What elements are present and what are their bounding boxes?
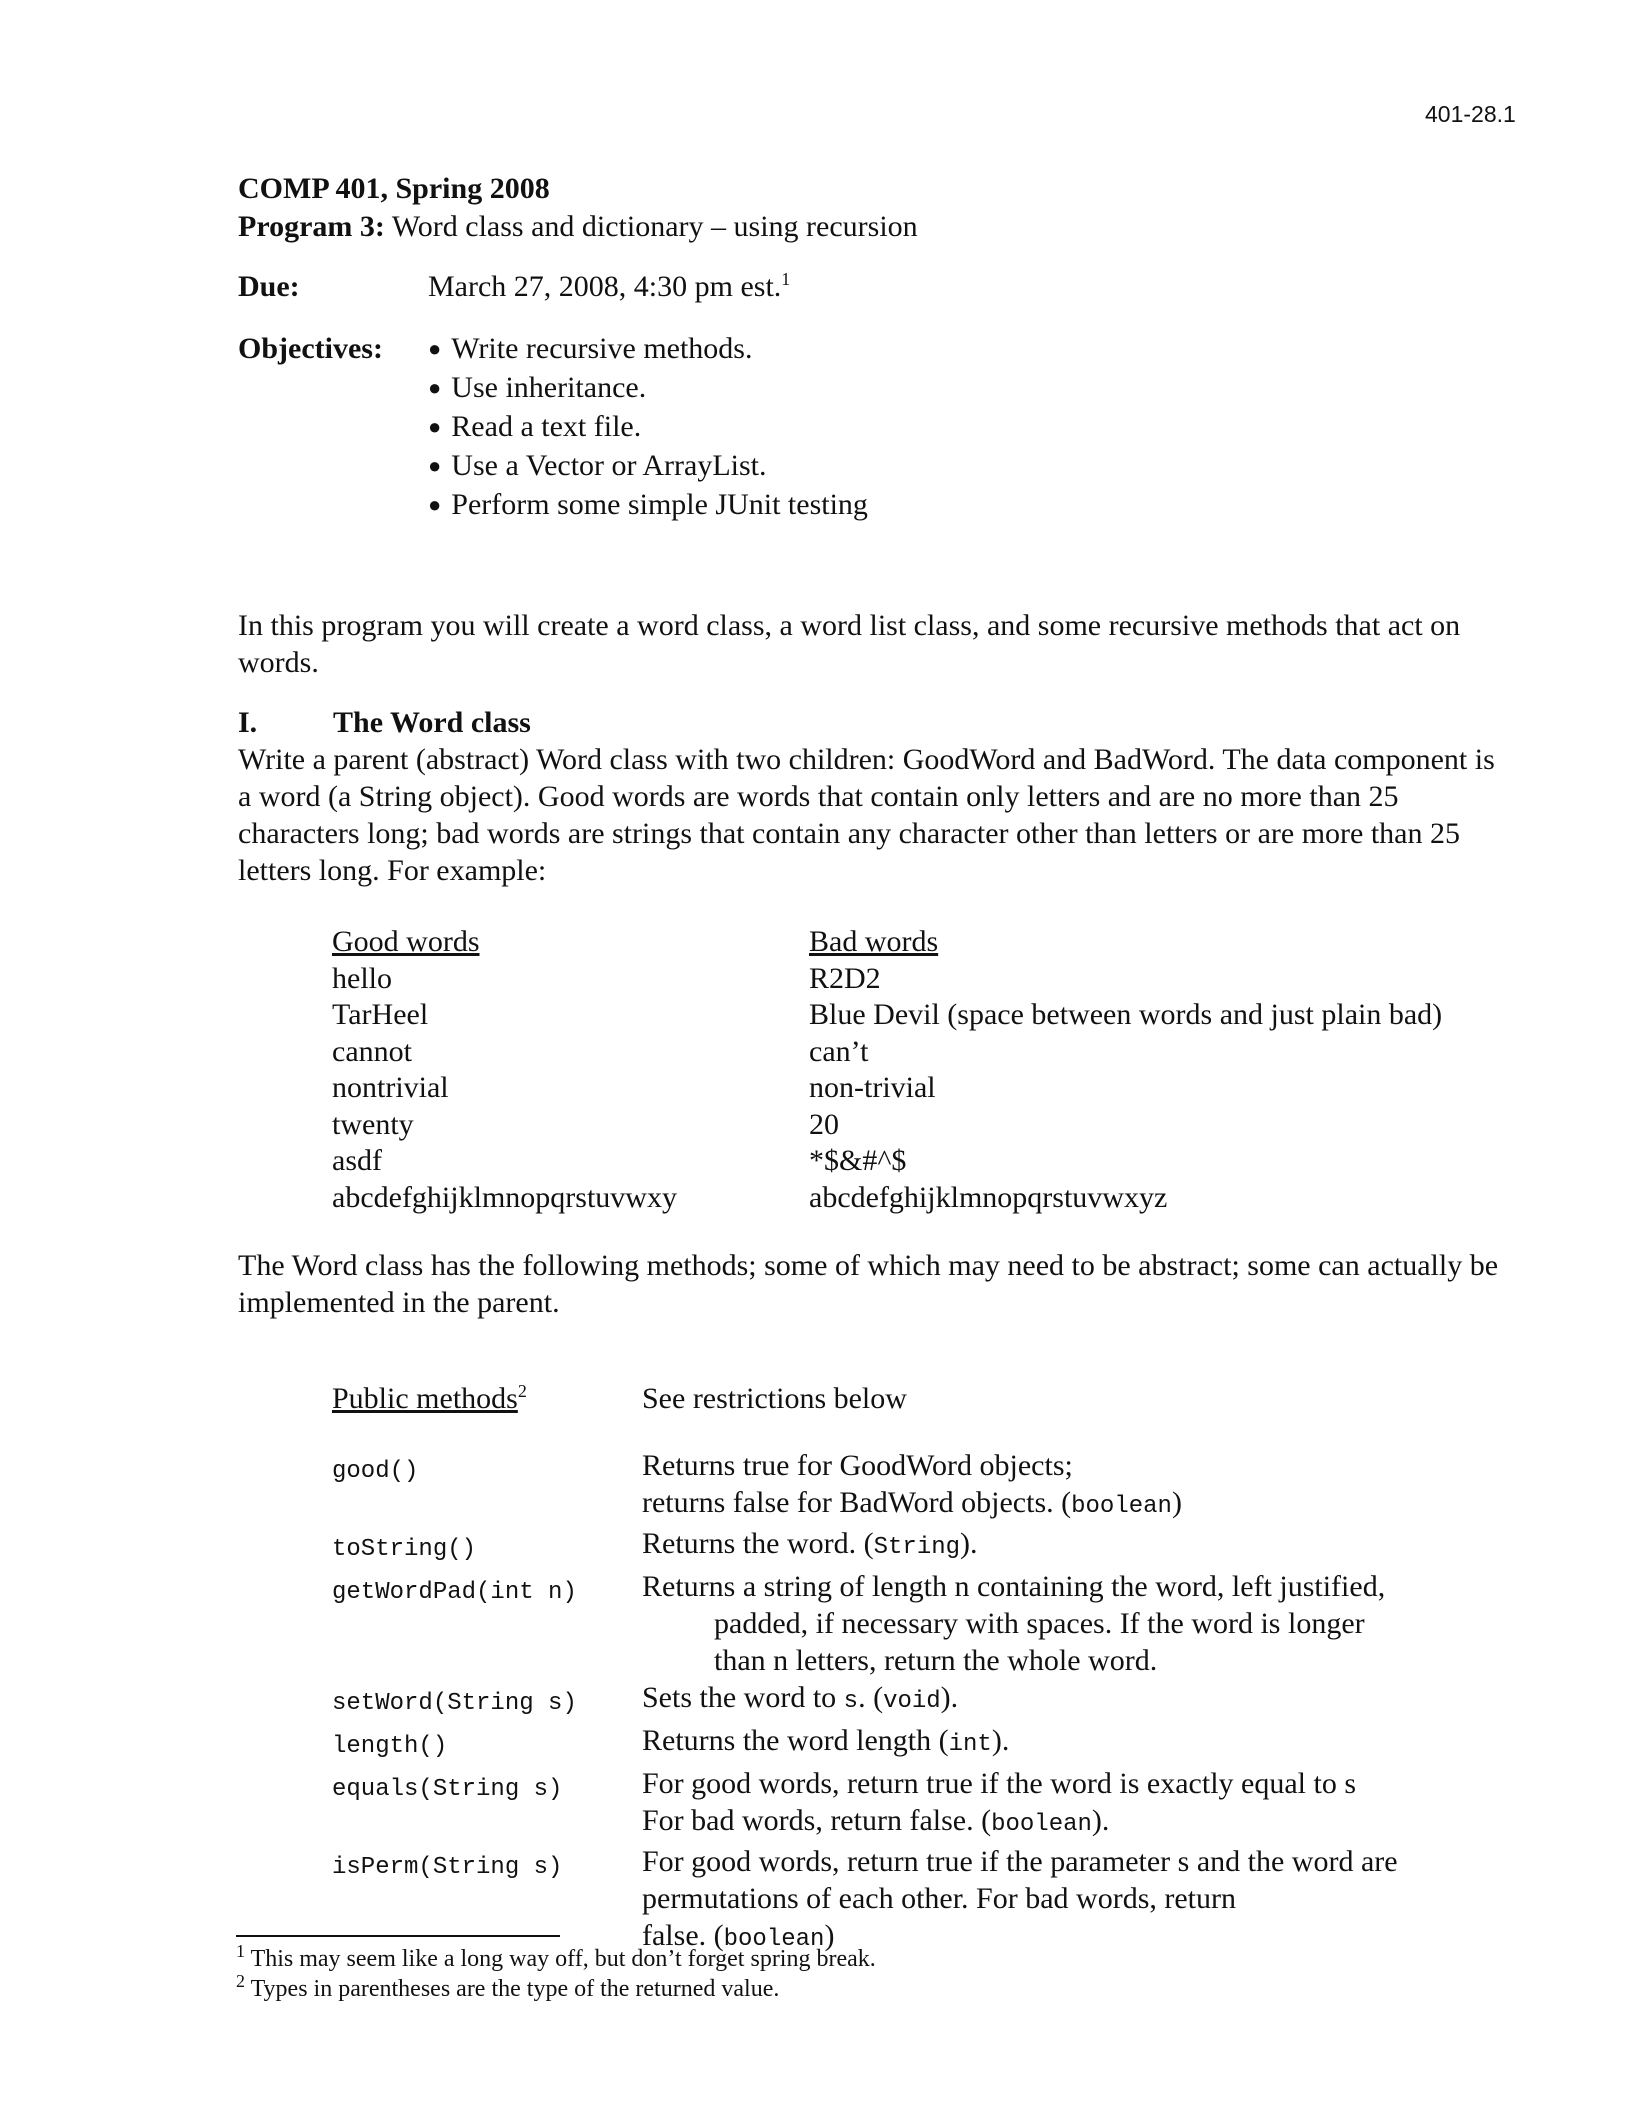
section-body: Write a parent (abstract) Word class with two children: GoodWord and BadWord. The data component is a word (a String object). Good words are words that contain only letters and are no more than 25 characters long; bad words are strings that contain any character other than letters or are more than 25 letters long. For example: (238, 743, 1495, 887)
method-row-length (332, 1722, 1502, 1765)
good-word: twenty (332, 1107, 414, 1141)
objectives-label: Objectives: (238, 332, 383, 365)
table-row (332, 1142, 1512, 1179)
course-title: COMP 401, Spring 2008 (238, 172, 550, 205)
table-row (332, 960, 1512, 997)
method-description: Returns the word length (int). (642, 1724, 1010, 1758)
method-description: Returns true for GoodWord objects; returns false for BadWord objects. (boolean) (642, 1449, 1182, 1520)
good-word: TarHeel (332, 998, 429, 1031)
method-name: setWord(String s) (332, 1690, 577, 1717)
due-label: Due: (238, 270, 300, 303)
section-heading: The Word class (333, 706, 531, 739)
bad-word: non-trivial (809, 1071, 936, 1104)
table-header-row (332, 923, 1512, 960)
objective-item: ● Perform some simple JUnit testing (428, 486, 868, 525)
bad-word: *$&#^$ (809, 1144, 907, 1177)
bad-word: can’t (809, 1034, 869, 1068)
good-word: nontrivial (332, 1071, 449, 1104)
footnote-ref: 2 (517, 1381, 527, 1401)
method-row-equals (332, 1765, 1502, 1843)
method-row-getwordpad (332, 1568, 1502, 1679)
objective-item: ● Write recursive methods. (428, 330, 868, 369)
intro-paragraph: In this program you will create a word class, a word list class, and some recursive methods that act on words. (238, 609, 1461, 679)
objective-item: ● Read a text file. (428, 408, 868, 447)
footnote-1: $^1$ This may seem like a long way off, but don’t forget spring break. (236, 1941, 876, 1972)
table-row (332, 1069, 1512, 1106)
good-word: hello (332, 961, 392, 995)
objective-item: ● Use a Vector or ArrayList. (428, 447, 868, 486)
table-row (332, 1179, 1512, 1216)
method-description: Returns the word. (String). (642, 1527, 978, 1561)
bad-word: R2D2 (809, 961, 881, 995)
program-label: Program 3: (238, 210, 385, 243)
bad-words-header: Bad words (809, 925, 939, 958)
method-row-setword (332, 1679, 1502, 1722)
table-row (332, 1033, 1512, 1070)
objectives-list (428, 330, 868, 525)
methods-table (332, 1380, 1502, 1958)
method-name: getWordPad(int n) (332, 1579, 577, 1606)
program-name: Word class and dictionary – using recursion (384, 210, 918, 243)
methods-header-left: Public methods$^2$ (332, 1381, 527, 1415)
method-row-isperm (332, 1843, 1502, 1958)
method-description: For good words, return true if the word is exactly equal to s For bad words, return false. (boolean). (642, 1767, 1357, 1838)
footnote-divider (236, 1935, 560, 1937)
good-word: asdf (332, 1144, 382, 1177)
footnote-2: $^2$ Types in parentheses are the type of the returned value. (236, 1971, 780, 2002)
good-word: cannot (332, 1034, 412, 1068)
table-row (332, 996, 1512, 1033)
methods-header-right: See restrictions below (642, 1382, 907, 1415)
page-number: 401-28.1 (1425, 101, 1516, 127)
objective-item: ● Use inheritance. (428, 369, 868, 408)
good-words-header: Good words (332, 925, 480, 958)
method-row-good (332, 1447, 1502, 1525)
table-row (332, 1106, 1512, 1143)
method-name: equals(String s) (332, 1776, 563, 1803)
method-description: Returns a string of length n containing the word, left justified, padded, if necessary with spaces. If the word is longer than n letters, return the whole word. (642, 1570, 1386, 1677)
footnote-ref: 1 (781, 269, 791, 289)
due-value (428, 268, 790, 305)
bad-word: Blue Devil (space between words and just plain bad) (809, 998, 1443, 1031)
bad-word: abcdefghijklmnopqrstuvwxyz (809, 1180, 1168, 1214)
program-title (238, 208, 918, 245)
method-description: For good words, return true if the parameter s and the word are permutations of each other. For bad words, return false. (boolean) (642, 1845, 1398, 1953)
method-description: Sets the word to s. (void). (642, 1681, 959, 1715)
due-date: March 27, 2008, 4:30 pm est. (428, 270, 782, 303)
method-name: good() (332, 1458, 419, 1485)
method-name: length() (332, 1733, 448, 1760)
method-row-tostring (332, 1525, 1502, 1568)
method-name: toString() (332, 1536, 477, 1563)
section-number: I. (238, 706, 258, 739)
good-word: abcdefghijklmnopqrstuvwxy (332, 1180, 677, 1214)
methods-header-row (332, 1380, 1502, 1417)
methods-intro: The Word class has the following methods; some of which may need to be abstract; some can actually be implemented in the parent. (238, 1249, 1499, 1319)
bad-word: 20 (809, 1107, 839, 1141)
method-name: isPerm(String s) (332, 1854, 563, 1881)
word-table (332, 923, 1512, 1215)
